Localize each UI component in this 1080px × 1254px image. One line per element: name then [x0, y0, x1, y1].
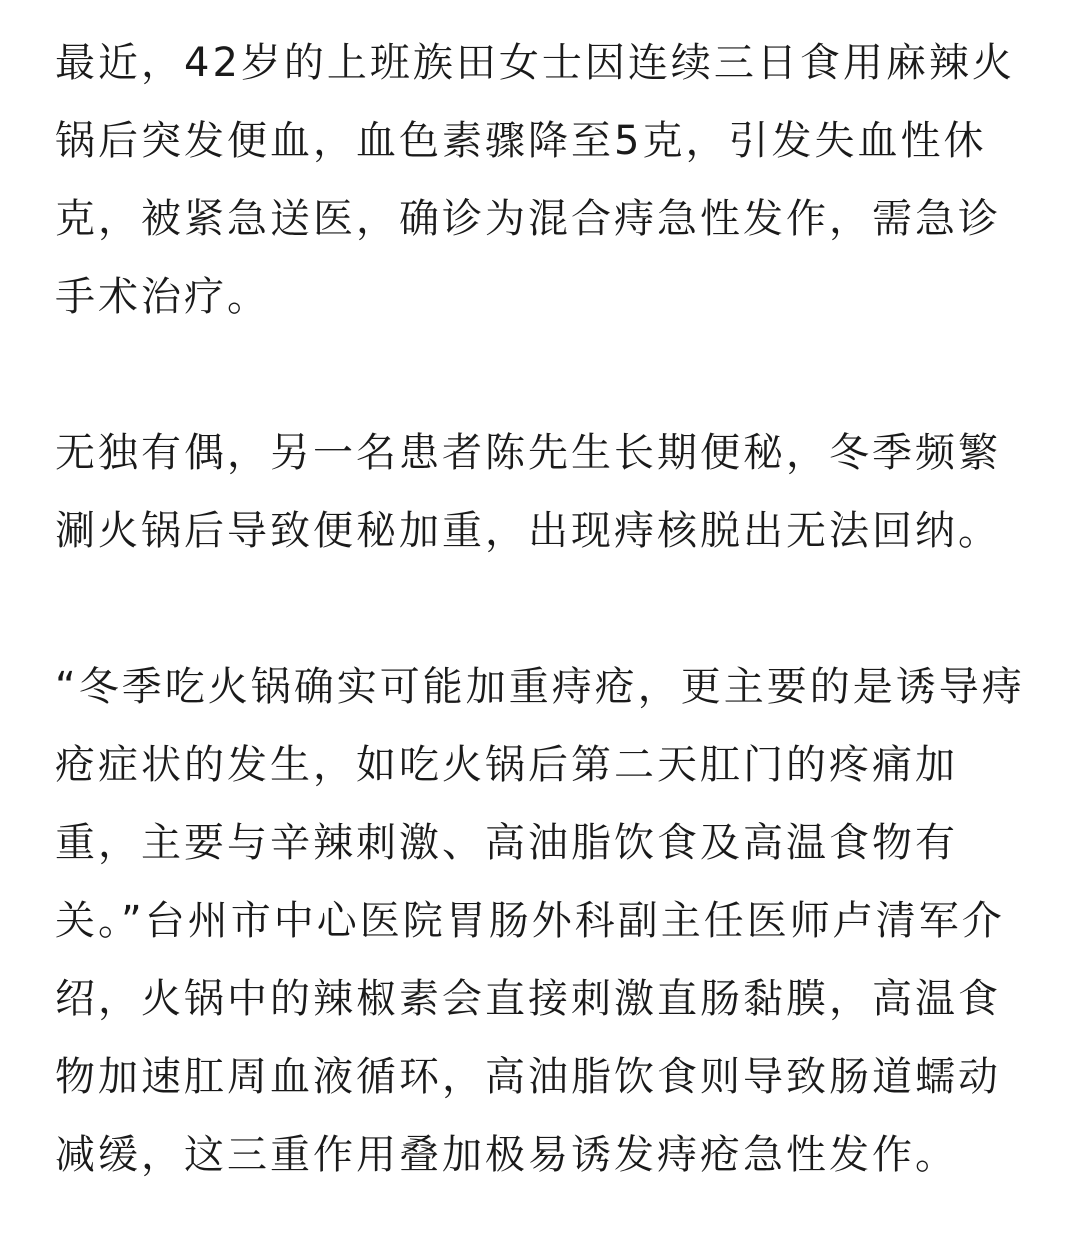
paragraph-case-chen: 无独有偶，另一名患者陈先生长期便秘，冬季频繁 涮火锅后导致便秘加重，出现痔核脱出无法回纳。	[55, 430, 1001, 554]
paragraph-case-tian: 最近，42岁的上班族田女士因连续三日食用麻辣火 锅后突发便血，血色素骤降至5克，引发失血性休 克，被紧急送医，确诊为混合痔急性发作，需急诊 手术治疗。	[55, 40, 1015, 320]
article-body	[55, 24, 1025, 1194]
paragraph-doctor-quote: “冬季吃火锅确实可能加重痔疮，更主要的是诱导痔 疮症状的发生，如吃火锅后第二天肛门的疼痛加 重，主要与辛辣刺激、高油脂饮食及高温食物有 关。”台州市中心医院胃肠外科副主任医师卢清军介 绍，火锅中的辣椒素会直接刺激直肠黏膜，高温食 物加速肛周血液循环，高油脂饮食则导致肠道蠕动 减缓，这三重作用叠加极易诱发痔疮急性发作。	[55, 664, 1025, 1178]
